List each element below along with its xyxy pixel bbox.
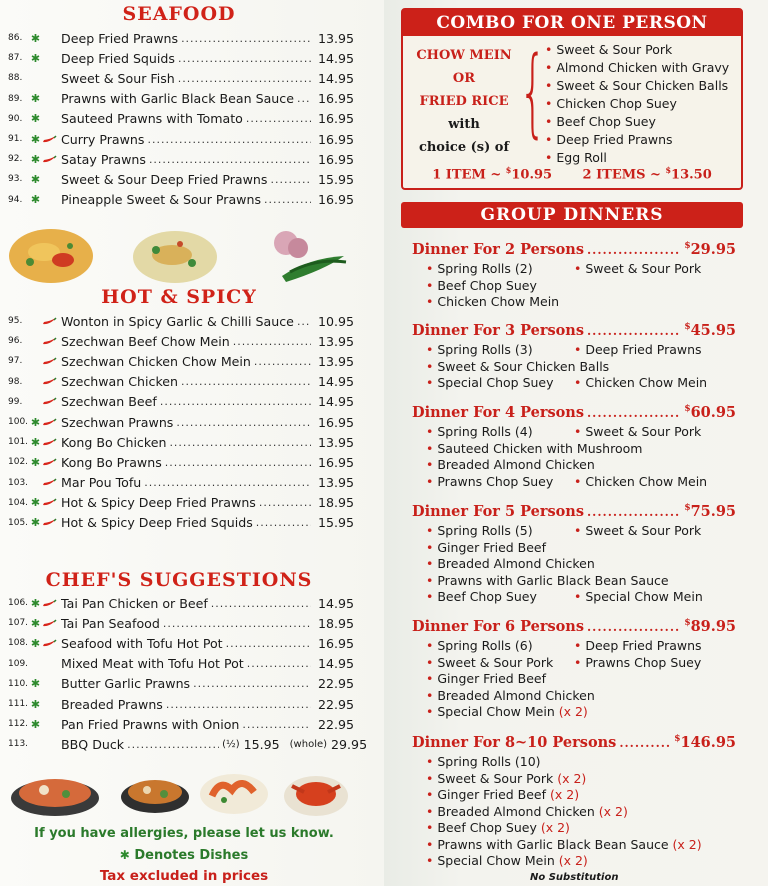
combo-choice: • Sweet & Sour Chicken Balls [545,77,729,95]
dinner-item: • Deep Fried Prawns [574,638,702,653]
item-name: Deep Fried Squids [61,50,175,66]
dinner-item: • Breaded Almond Chicken (x 2) [426,804,628,819]
price-two-items: 2 ITEMS ~ $13.50 [582,164,712,182]
chili-icon [42,377,57,386]
item-name: Tai Pan Seafood [61,615,160,631]
chili-icon [42,498,57,507]
item-number: 107. [8,618,29,629]
item-name: Prawns with Garlic Black Bean Sauce [61,91,294,107]
dinner-package [412,734,736,870]
combo-description: CHOW MEIN OR FRIED RICE with choice (s) of [416,48,512,155]
chili-icon [42,418,57,427]
dinner-item: • Spring Rolls (4) [426,424,533,439]
hot-spicy-list [8,311,354,533]
chili-icon [42,397,57,406]
dinner-item: • Spring Rolls (2) [426,261,533,276]
menu-item-row [8,473,354,493]
star-icon: ✱ [30,193,41,207]
dinner-item: • Sauteed Chicken with Mushroom [426,441,642,456]
menu-item-row [8,169,354,189]
dinner-item: • Special Chow Mein (x 2) [426,704,588,719]
star-icon: ✱ [30,616,41,630]
chili-icon [42,639,57,648]
dinner-price: $89.95 [684,618,736,635]
star-icon: ✱ [30,496,41,510]
star-icon: ✱ [30,172,41,186]
chili-icon [42,357,57,366]
item-price: 16.95 [317,151,354,167]
dinner-item: • Sweet & Sour Pork [574,523,701,538]
item-price: 14.95 [317,374,354,390]
dinner-item: • Sweet & Sour Pork (x 2) [426,771,586,786]
price-one-item: 1 ITEM ~ $10.95 [432,164,553,182]
menu-item-row [8,331,354,351]
star-icon: ✱ [30,51,41,65]
item-number: 108. [8,638,29,649]
dinner-item: • Special Chop Suey [426,375,554,390]
item-price: 14.95 [317,595,354,611]
half-size-label: (½) [222,738,240,750]
item-price: 16.95 [317,91,354,107]
item-number: 94. [8,194,23,205]
photo-dish-1 [8,228,94,284]
dinner-name: Dinner For 5 Persons [412,503,584,520]
item-price: 14.95 [317,394,354,410]
dinner-item: • Special Chow Mein [574,589,703,604]
item-name: Szechwan Beef Chow Mein [61,333,230,349]
item-name: Szechwan Chicken Chow Mein [61,353,251,369]
star-icon: ✱ [30,636,41,650]
dinner-item: • Deep Fried Prawns [574,342,702,357]
chili-icon [42,458,57,467]
menu-item-row [8,149,354,169]
item-number: 92. [8,154,23,165]
dinner-price: $75.95 [684,503,736,520]
combo-choice: • Sweet & Sour Pork [545,41,729,59]
menu-item-row [8,654,354,674]
dinner-item: • Ginger Fried Beef [426,671,546,686]
item-price: 16.95 [317,454,354,470]
item-number: 87. [8,53,23,64]
dinner-package [412,322,736,392]
chili-icon [42,438,57,447]
item-name: Szechwan Chicken [61,374,179,390]
dinner-name: Dinner For 4 Persons [412,404,584,421]
photo-garlic-peppers [264,228,348,288]
half-size-price: 15.95 [243,736,280,752]
dinner-item: • Chicken Chow Mein [574,375,707,390]
dinner-item: • Sweet & Sour Pork [426,655,553,670]
menu-item-row [8,452,354,472]
dinner-name: Dinner For 6 Persons [412,618,584,635]
item-name: Sweet & Sour Fish [61,70,175,86]
star-icon: ✱ [30,435,41,449]
photo-hotpot-2 [120,770,190,816]
menu-item-row [8,89,354,109]
item-price: 16.95 [317,192,354,208]
brace-icon: { [519,36,547,148]
star-icon: ✱ [30,152,41,166]
dinner-price: $45.95 [684,322,736,339]
item-name: Kong Bo Chicken [61,434,167,450]
photo-prawns [198,768,270,816]
item-name: Szechwan Prawns [61,414,174,430]
dinner-item: • Breaded Almond Chicken [426,457,595,472]
item-number: 106. [8,598,29,609]
item-name: Breaded Prawns [61,696,163,712]
whole-size-price: 29.95 [331,736,368,752]
item-number: 91. [8,134,23,145]
chili-icon [42,337,57,346]
chili-icon [42,599,57,608]
star-icon: ✱ [30,717,41,731]
item-price: 16.95 [317,414,354,430]
dinner-item: • Beef Chop Suey [426,278,537,293]
item-number: 104. [8,497,29,508]
star-icon: ✱ [30,31,41,45]
dinner-item: • Breaded Almond Chicken [426,556,595,571]
dinner-item: • Beef Chop Suey (x 2) [426,820,570,835]
dinner-item: • Special Chow Mein (x 2) [426,853,588,868]
dinner-item: • Ginger Fried Beef (x 2) [426,787,579,802]
combo-choice: • Chicken Chop Suey [545,95,729,113]
combo-choice: • Deep Fried Prawns [545,131,729,149]
item-number: 98. [8,376,23,387]
dinner-price: $29.95 [684,241,736,258]
dinner-item: • Spring Rolls (10) [426,754,541,769]
item-number: 90. [8,113,23,124]
dinner-package [412,404,736,490]
chili-icon [42,478,57,487]
item-name: Sauteed Prawns with Tomato [61,111,243,127]
dinner-item: • Spring Rolls (6) [426,638,533,653]
item-price: 16.95 [317,111,354,127]
combo-box [401,8,743,190]
whole-size-label: (whole) [289,738,328,750]
item-number: 110. [8,678,29,689]
item-name: BBQ Duck [61,736,125,752]
star-icon: ✱ [30,596,41,610]
denotes-note: ✱ Denotes Dishes [119,848,249,863]
combo-choice: • Almond Chicken with Gravy [545,59,729,77]
menu-item-row [8,412,354,432]
menu-item-row [8,48,354,68]
menu-item-row [8,372,354,392]
chili-icon [42,619,57,628]
item-price: 13.95 [317,30,354,46]
star-icon: ✱ [30,132,41,146]
item-number: 96. [8,336,23,347]
item-number: 111. [8,699,29,710]
menu-item-row [8,351,354,371]
item-number: 99. [8,396,23,407]
item-name: Deep Fried Prawns [61,30,179,46]
item-price: 15.95 [317,171,354,187]
item-price: 13.95 [317,333,354,349]
dinner-price: $60.95 [684,404,736,421]
menu-item-row [8,190,354,210]
star-icon: ✱ [30,516,41,530]
item-name: Tai Pan Chicken or Beef [61,595,208,611]
photo-crab [282,768,350,818]
item-number: 100. [8,417,29,428]
item-number: 95. [8,316,23,327]
item-price: 18.95 [317,615,354,631]
seafood-list [8,28,354,210]
combo-choice: • Egg Roll [545,149,729,167]
photo-hotpot-1 [10,768,100,818]
hot-spicy-title: HOT & SPICY [101,286,257,308]
star-icon: ✱ [30,112,41,126]
item-name: Pan Fried Prawns with Onion [61,716,240,732]
item-name: Sweet & Sour Deep Fried Prawns [61,171,268,187]
menu-item-row [8,593,354,613]
item-price: 13.95 [317,434,354,450]
item-price: 16.95 [317,131,354,147]
chili-icon [42,518,57,527]
chefs-suggestions-list [8,593,354,734]
item-price: 13.95 [317,475,354,491]
menu-item-row [8,432,354,452]
star-icon: ✱ [30,92,41,106]
dinner-price: $146.95 [674,734,736,751]
dinner-package [412,503,736,606]
menu-item-row [8,129,354,149]
menu-item-row [8,613,354,633]
item-name: Pineapple Sweet & Sour Prawns [61,192,262,208]
item-name: Butter Garlic Prawns [61,676,191,692]
chili-icon [42,135,57,144]
item-price: 22.95 [317,676,354,692]
item-name: Szechwan Beef [61,394,157,410]
dinner-item: • Spring Rolls (5) [426,523,533,538]
item-price: 22.95 [317,696,354,712]
star-icon: ✱ [119,848,130,862]
item-number: 102. [8,457,29,468]
menu-item-row [8,633,354,653]
dinner-item: • Sweet & Sour Pork [574,261,701,276]
dinner-name: Dinner For 8~10 Persons [412,734,617,751]
dinner-package [412,241,736,311]
item-number: 113. [8,739,29,750]
dinner-package [412,618,736,721]
item-number: 105. [8,517,29,528]
menu-item-row [8,109,354,129]
menu-item-row [8,694,354,714]
item-name: Satay Prawns [61,151,146,167]
no-substitution-note: No Substitution [530,872,619,883]
item-name: Mar Pou Tofu [61,475,142,491]
combo-prices [417,165,727,182]
dinner-item: • Chicken Chow Mein [426,294,559,309]
star-icon: ✱ [30,455,41,469]
item-name: Seafood with Tofu Hot Pot [61,635,223,651]
item-price: 14.95 [317,70,354,86]
seafood-title: SEAFOOD [122,3,236,25]
item-number: 89. [8,93,23,104]
chili-icon [42,317,57,326]
dinner-item: • Prawns with Garlic Black Bean Sauce (x 2) [426,837,702,852]
dinner-item: • Prawns with Garlic Black Bean Sauce [426,573,669,588]
combo-title: COMBO FOR ONE PERSON [403,10,741,36]
dinner-item: • Prawns Chop Suey [574,655,701,670]
item-number: 88. [8,73,23,84]
item-name: Mixed Meat with Tofu Hot Pot [61,656,244,672]
item-price: 13.95 [317,353,354,369]
chefs-suggestions-title: CHEF'S SUGGESTIONS [45,569,313,591]
dinner-item: • Breaded Almond Chicken [426,688,595,703]
item-price: 14.95 [317,50,354,66]
dinner-item: • Chicken Chow Mein [574,474,707,489]
chili-icon [42,155,57,164]
combo-choice: • Beef Chop Suey [545,113,729,131]
menu-item-row [8,311,354,331]
dinner-item: • Spring Rolls (3) [426,342,533,357]
dinner-item: • Sweet & Sour Chicken Balls [426,359,609,374]
item-number: 86. [8,33,23,44]
star-icon: ✱ [30,677,41,691]
menu-item-row [8,68,354,88]
item-number: 97. [8,356,23,367]
star-icon: ✱ [30,415,41,429]
item-price: 16.95 [317,635,354,651]
photo-dish-2 [132,230,218,284]
item-price: 10.95 [317,313,354,329]
item-name: Hot & Spicy Deep Fried Prawns [61,495,256,511]
menu-item-row [8,28,354,48]
item-number: 109. [8,658,29,669]
group-dinners-title: GROUP DINNERS [401,202,743,228]
combo-choices [545,41,729,167]
dinner-item: • Ginger Fried Beef [426,540,546,555]
item-number: 93. [8,174,23,185]
menu-item-row [8,392,354,412]
item-name: Curry Prawns [61,131,145,147]
menu-item-row [8,513,354,533]
item-name: Hot & Spicy Deep Fried Squids [61,515,253,531]
item-name: Kong Bo Prawns [61,454,162,470]
allergy-note: If you have allergies, please let us know. [34,826,334,841]
dinner-item: • Sweet & Sour Pork [574,424,701,439]
menu-item-row [8,674,354,694]
bbq-duck-row [8,734,368,754]
item-price: 18.95 [317,495,354,511]
item-number: 112. [8,719,29,730]
item-name: Wonton in Spicy Garlic & Chilli Sauce [61,313,294,329]
dinner-item: • Beef Chop Suey [426,589,537,604]
item-price: 22.95 [317,716,354,732]
dinner-name: Dinner For 3 Persons [412,322,584,339]
star-icon: ✱ [30,697,41,711]
dinner-item: • Prawns Chop Suey [426,474,553,489]
item-number: 103. [8,477,29,488]
tax-note: Tax excluded in prices [99,868,269,884]
dinner-name: Dinner For 2 Persons [412,241,584,258]
item-number: 101. [8,437,29,448]
menu-item-row [8,714,354,734]
item-price: 14.95 [317,656,354,672]
item-price: 15.95 [317,515,354,531]
menu-item-row [8,493,354,513]
